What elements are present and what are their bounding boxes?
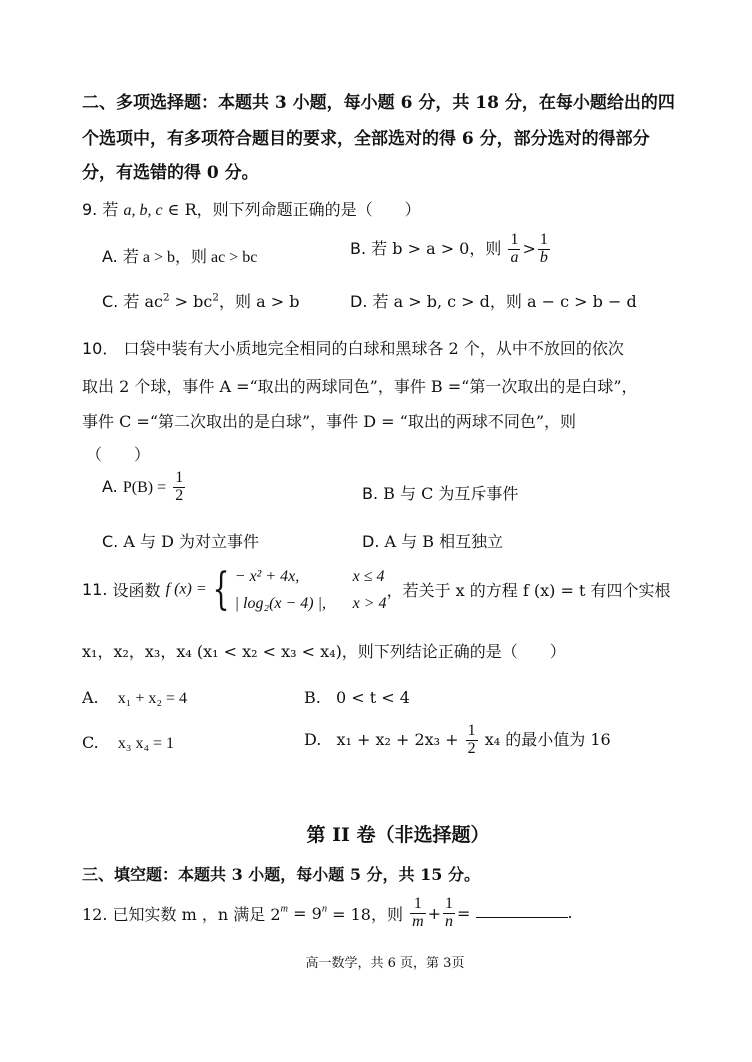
option-text: B 与 C 为互斥事件 [383, 484, 519, 503]
question-9-number: 9. [82, 200, 98, 219]
question-11-number: 11. [82, 580, 108, 600]
question-10-line-1 [82, 336, 624, 359]
piecewise-cases [235, 563, 387, 616]
exponent: 2 [212, 291, 219, 304]
question-12-text: = 9 [288, 903, 322, 923]
question-9-option-d [350, 289, 637, 312]
section-2-line-2: 个选项中，有多项符合题目的要求，全部选对的得 6 分，部分选对的得部分 [82, 129, 650, 149]
option-text: x₁ + x₂ = 4 [117, 690, 187, 707]
question-11-stem [82, 563, 670, 616]
question-10-option-d [362, 529, 503, 552]
option-label: D. [350, 292, 368, 311]
question-9-option-b [350, 232, 552, 267]
option-label: B. [304, 688, 321, 707]
option-label: B. [362, 484, 379, 503]
case-1-expr: − x² + 4x, [234, 568, 300, 585]
question-11-option-c [82, 733, 174, 753]
question-11-option-b [304, 688, 410, 707]
question-10-option-b [362, 481, 518, 504]
case-1-cond: x ≤ 4 [352, 568, 385, 585]
denominator: 2 [175, 486, 184, 504]
question-10-number: 10． [82, 339, 119, 358]
option-text: A 与 D 为对立事件 [123, 532, 260, 551]
question-9-stem [82, 197, 421, 220]
question-10-line-3: 事件 C =“第二次取出的是白球”，事件 D = “取出的两球不同色”，则 [82, 412, 577, 431]
question-12 [82, 896, 573, 931]
section-2-line-3: 分，有选错的得 0 分。 [82, 163, 259, 183]
option-text: P(B) = [122, 478, 167, 496]
numerator: 1 [510, 231, 519, 248]
question-10-text: 口袋中装有大小质地完全相同的白球和黑球各 2 个，从中不放回的依次 [123, 339, 624, 358]
question-12-text: 12. 已知实数 m ，n 满足 2 [82, 904, 281, 924]
question-10-option-c [102, 529, 259, 552]
numerator: 1 [175, 469, 184, 486]
case-2-cond: x > 4 [352, 594, 387, 612]
question-9-option-a [102, 244, 257, 267]
question-9-vars: a, b, c [123, 202, 163, 219]
case-2 [235, 590, 387, 617]
numerator: 1 [467, 722, 476, 739]
case-2-expr: | log₂(x − 4) |, [234, 594, 327, 612]
denominator: m [412, 912, 424, 930]
numerator: 1 [410, 896, 426, 914]
option-text: 若 ac [123, 292, 163, 311]
fraction [410, 896, 426, 931]
section-3-heading: 三、填空题：本题共 3 小题，每小题 5 分，共 15 分。 [82, 865, 480, 884]
fraction [508, 232, 520, 267]
gt-sign: > [522, 238, 536, 258]
option-label: A. [82, 688, 99, 707]
question-11-line-2: x₁，x₂，x₃，x₄ (x₁ < x₂ < x₃ < x₄)，则下列结论正确的是（ ） [82, 642, 566, 661]
option-text: 若 a > b, c > d，则 a − c > b − d [372, 292, 637, 311]
question-9-option-c [102, 289, 299, 312]
option-text: 若 a > b，则 ac > bc [122, 249, 258, 266]
option-label: C. [102, 292, 119, 311]
option-label: D. [362, 532, 380, 551]
option-label: B. [350, 238, 367, 258]
question-11-option-d [304, 723, 611, 758]
option-text: x₄ 的最小值为 16 [484, 729, 611, 749]
fraction [173, 470, 185, 505]
fraction [443, 896, 455, 931]
option-text: ，则 a > b [218, 292, 300, 311]
option-label: C. [102, 532, 119, 551]
denominator: n [445, 912, 454, 930]
function-name: f (x) = [165, 580, 207, 598]
part-2-title: 第 II 卷（非选择题） [306, 824, 490, 846]
option-text: 0 < t < 4 [335, 688, 410, 707]
period: . [567, 902, 573, 922]
exponent-n: n [321, 903, 328, 915]
denominator: 2 [467, 739, 476, 757]
fraction [538, 232, 550, 267]
option-text: x₁ + x₂ + 2x₃ + [336, 729, 459, 749]
question-10-line-2: 取出 2 个球，事件 A =“取出的两球同色”，事件 B =“第一次取出的是白球”， [82, 377, 638, 396]
option-text: 若 b > a > 0，则 [371, 238, 502, 258]
left-brace: { [212, 563, 230, 615]
denominator: a [510, 248, 519, 266]
question-10-answer-parens: （ ） [86, 445, 151, 464]
denominator: b [539, 248, 548, 266]
case-1 [235, 563, 387, 590]
option-text: x₃ x₄ = 1 [117, 735, 175, 752]
exponent: 2 [162, 291, 170, 304]
numerator: 1 [539, 231, 548, 248]
question-10-option-a [102, 470, 187, 505]
page-footer: 高一数学，共 6 页，第 3页 [305, 956, 465, 971]
question-9-stem-b: ∈ R，则下列命题正确的是（ ） [167, 200, 421, 219]
option-label: C. [82, 733, 99, 752]
option-label: A. [102, 476, 118, 496]
exponent-m: m [280, 903, 289, 915]
option-label: A. [102, 247, 118, 266]
question-12-text: = 18，则 [327, 904, 403, 924]
question-11-text: 设函数 [112, 581, 161, 601]
question-11-text: ，若关于 x 的方程 f (x) = t 有四个实根 [386, 581, 671, 601]
fraction [466, 723, 478, 758]
answer-blank[interactable] [476, 899, 568, 918]
question-9-stem-a: 若 [102, 200, 119, 219]
section-2-line-1: 二、多项选择题：本题共 3 小题，每小题 6 分，共 18 分，在每小题给出的四 [82, 93, 675, 113]
option-label: D. [304, 729, 322, 749]
numerator: 1 [445, 895, 454, 912]
option-text: > bc [169, 292, 213, 311]
plus-sign: + [427, 903, 442, 923]
equals-sign: = [457, 903, 471, 923]
option-text: A 与 B 相互独立 [384, 532, 504, 551]
question-11-option-a [82, 688, 187, 708]
